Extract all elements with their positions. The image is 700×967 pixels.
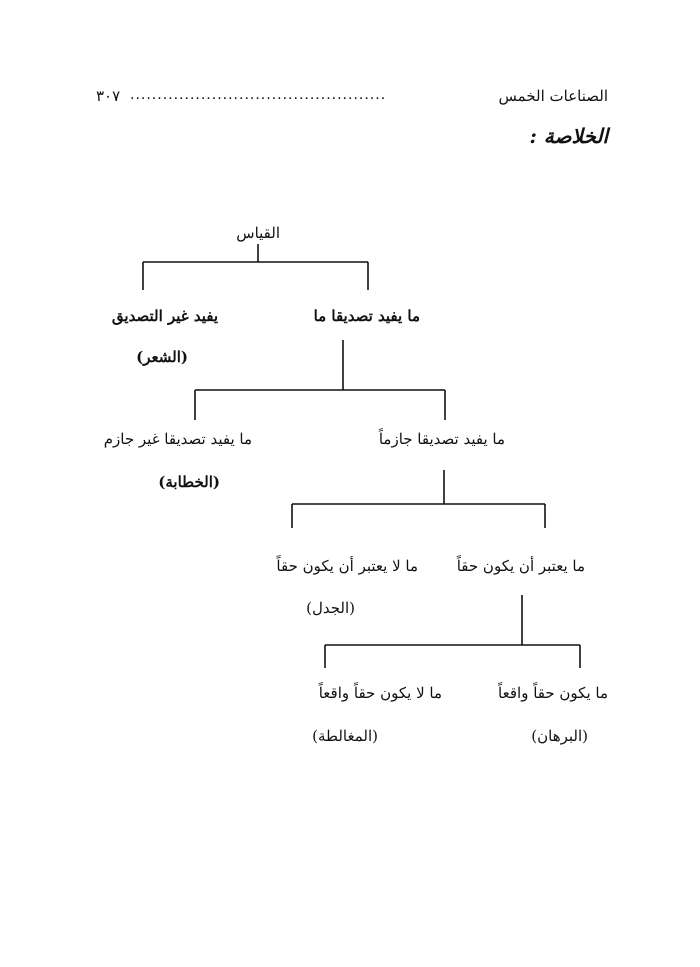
running-header-title: الصناعات الخمس <box>498 87 608 105</box>
node-assent-some: ما يفيد تصديقا ما <box>313 307 420 325</box>
node-non-assent: يفيد غير التصديق <box>111 307 218 325</box>
section-title: الخلاصة : <box>529 124 608 148</box>
node-truth-not-considered: ما لا يعتبر أن يكون حقاً <box>276 557 418 575</box>
node-not-actually-true: ما لا يكون حقاً واقعاً <box>318 684 442 702</box>
label-demonstration: (البرهان) <box>531 727 588 745</box>
header-dot-leader: ............................................... <box>130 87 387 103</box>
page-number: ٣٠٧ <box>96 87 121 105</box>
node-actually-true: ما يكون حقاً واقعاً <box>498 684 608 702</box>
label-dialectic: (الجدل) <box>306 599 355 617</box>
label-rhetoric: (الخطابة) <box>158 473 220 491</box>
label-sophistry: (المغالطة) <box>312 727 378 745</box>
label-poetry: (الشعر) <box>136 348 188 366</box>
node-truth-considered: ما يعتبر أن يكون حقاً <box>456 557 585 575</box>
node-assent-decisive: ما يفيد تصديقا جازماً <box>378 430 505 448</box>
tree-root: القياس <box>236 224 280 242</box>
node-assent-non-decisive: ما يفيد تصديقا غير جازم <box>103 430 252 448</box>
